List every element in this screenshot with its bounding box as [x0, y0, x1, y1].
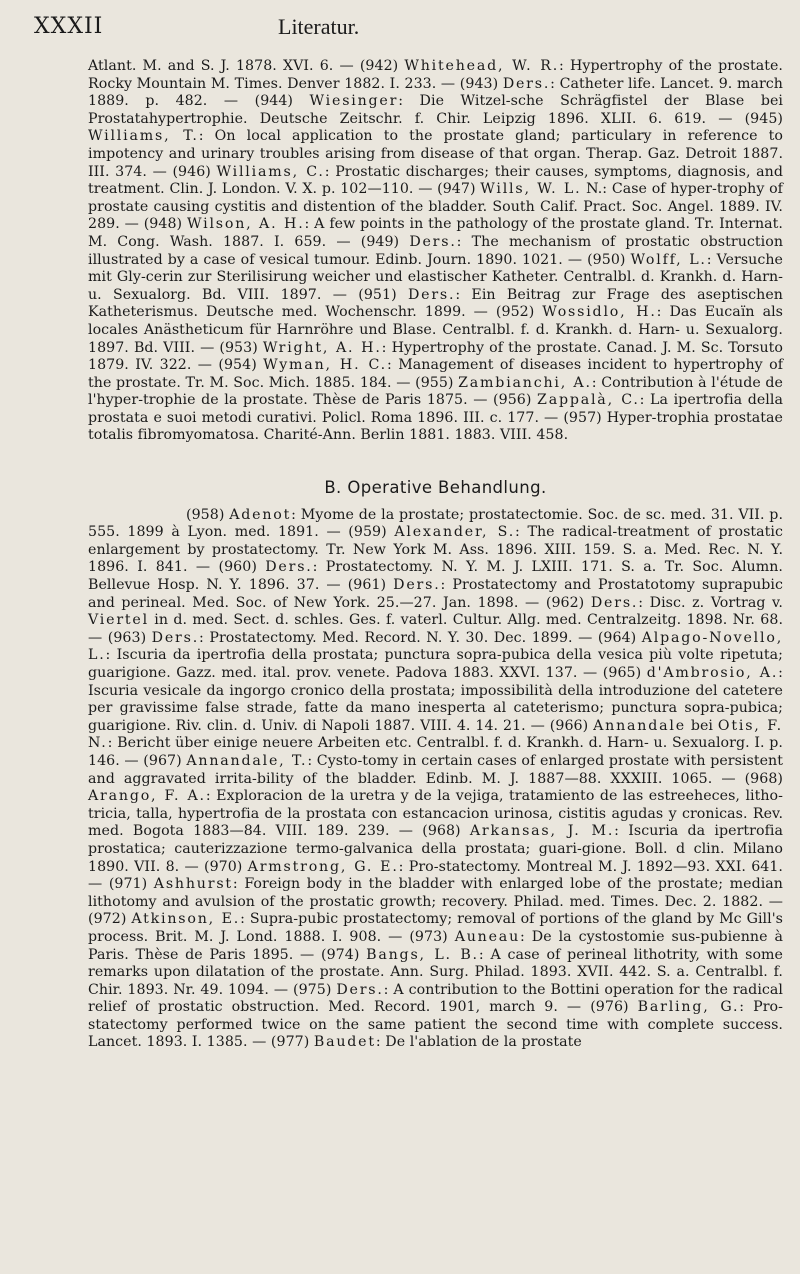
citation-text: : Prostatic discharges; their causes, symptoms, diagnosis, and treatment. Clin. J. London. V. X. p. 102—110. — (947): [88, 163, 783, 198]
citation-text: : Die Witzel-sche Schrägfistel der Blase bei Prostatahypertrophie. Deutsche Zeitschr. f. Chir. Leipzig 1896. XLII. 6. 619. — (945): [88, 93, 783, 127]
citation-text: : Exploracion de la uretra y de la vejiga, tratamiento de las estreeheces, litho-tricia, talla, hypertrofia de la prostata con estancacion urinosa, cistitis agudas y cronicas. Rev. med. Bogota 1883—84. VIII. 189. 239. — (968): [88, 788, 783, 840]
citation-text: : The radical-treatment of prostatic enlargement by prostatectomy. Tr. New York M. Ass. 1896. XIII. 159. S. a. Med. Rec. N. Y. 1896. I. 841. — (960): [88, 524, 784, 576]
author-name: Annandale: [593, 717, 686, 734]
citation-text: : The mechanism of prostatic obstruction illustrated by a case of vesical tumour. Edinb. Journ. 1890. 1021. — (950): [88, 233, 784, 268]
author-name: Wright, A. H.: [262, 339, 382, 356]
author-name: Ders.: [336, 981, 384, 998]
author-name: Wilson, A. H.: [186, 216, 305, 233]
author-name: Ders.: [407, 286, 456, 303]
citation-text: (958): [186, 506, 230, 523]
citation-text: : Supra-pubic prostatectomy; removal of portions of the gland by Mc Gill's process. Brit. M. J. Lond. 1888. I. 908. — (973): [88, 911, 783, 945]
citation-text: : Iscuria da ipertrofia prostatica; cauterizzazione termo-galvanica della prostata; guari-gione. Boll. d clin. Milano 1890. VII. 8. — (970): [88, 823, 783, 875]
citation-text: : A few points in the pathology of the prostate gland. Tr. Internat. M. Cong. Wash. 1887. I. 659. — (949): [88, 216, 783, 250]
author-name: Alpago-Novello, L.: [88, 629, 783, 664]
author-name: Bangs, L. B.: [366, 946, 479, 963]
author-name: Baudet: [313, 1034, 376, 1051]
citation-text: : Management of diseases incident to hypertrophy of the prostate. Tr. M. Soc. Mich. 1885. 184. — (955): [88, 357, 783, 391]
author-name: Atkinson, E.: [131, 911, 241, 928]
author-name: Wossidlo, H.: [542, 304, 657, 321]
author-name: Wolff, L.: [630, 251, 707, 268]
citation-text: : A case of perineal lithotrity, with some remarks upon dilatation of the prostate. Ann. Surg. Philad. 1893. XVII. 442. S. a. Centralbl. f. Chir. 1893. Nr. 49. 1094. — (975): [88, 946, 783, 998]
citation-text: : Prostatectomy. Med. Record. N. Y. 30. Dec. 1899. — (964): [199, 629, 642, 646]
running-title: Literatur.: [278, 14, 360, 39]
author-name: Wiesinger: [309, 93, 399, 110]
author-name: Ders.: [590, 594, 639, 611]
citation-text: : Catheter life. Lancet. 9. march 1889. p. 482. — (944): [88, 75, 783, 110]
author-name: Ashhurst: [153, 876, 233, 893]
citation-text: N.: Case of hyper-trophy of prostate causing cystitis and distention of the bladder. South Calif. Pract. Soc. Angel. 1889. IV. 289. — (948): [88, 181, 783, 233]
author-name: Otis, F. N.: [88, 717, 783, 752]
citation-text: : Bericht über einige neuere Arbeiten etc. Centralbl. f. d. Krankh. d. Harn- u. Sexualorg. I. p. 146. — (967): [88, 735, 783, 769]
author-name: Annandale, T.: [186, 752, 308, 769]
author-name: Viertel: [88, 612, 149, 629]
citation-text: : De la cystostomie sus-pubienne à Paris. Thèse de Paris 1895. — (974): [88, 928, 783, 963]
citation-text: : Foreign body in the bladder with enlarged lobe of the prostate; median lithotomy and avulsion of the prostatic growth; recovery. Philad. med. Times. Dec. 2. 1882. — (972): [88, 876, 783, 928]
citation-text: : Das Eucaïn als locales Anästheticum für Harnröhre und Blase. Centralbl. f. d. Krankh. d. Harn- u. Sexualorg. 1897. Bd. VIII. — (953): [88, 304, 783, 356]
citation-text: : Contribution à l'étude de l'hyper-trophie de la prostate. Thèse de Paris 1875. — (956): [88, 374, 784, 409]
citation-text: in d. med. Sect. d. schles. Ges. f. vaterl. Cultur. Allg. med. Centralzeitg. 1898. Nr. 68. — (963): [88, 612, 783, 646]
citation-text: : Hypertrophy of the prostate. Canad. J. M. Sc. Torsuto 1879. IV. 322. — (954): [88, 339, 783, 374]
author-name: Ders.: [151, 629, 200, 646]
citation-text: : Cysto-tomy in certain cases of enlarged prostate with persistent and aggravated irrita-bility of the bladder. Edinb. M. J. 1887—88. XXXIII. 1065. — (968): [88, 752, 783, 787]
author-name: Ders.: [393, 577, 441, 594]
author-name: Adenot: [229, 506, 292, 523]
section-title: B. Operative Behandlung.: [324, 478, 547, 498]
author-name: Arkansas, J. M.: [469, 823, 615, 840]
author-name: Williams, C.: [216, 163, 325, 180]
author-name: Zappalà, C.: [537, 392, 640, 409]
author-name: Zambianchi, A.: [458, 374, 592, 391]
author-name: d'Ambrosio, A.: [646, 665, 779, 681]
author-name: Williams, T.: [88, 128, 199, 145]
citation-text: : A contribution to the Bottini operation for the radical relief of prostatic obstruction. Med. Record. 1901, march 9. — (976): [88, 981, 783, 1016]
citation-text: : De l'ablation de la prostate: [375, 1034, 582, 1051]
citation-text: : La ipertrofia della prostata e suoi metodi curativi. Policl. Roma 1896. III. c. 177. — (957) Hyper-trophia prostatae totalis fibromyomatosa. Charité-Ann. Berlin 1881. 1883. VIII. 458.: [88, 392, 783, 444]
citation-text: : Iscuria vesicale da ingorgo cronico della prostata; impossibilità della introduzione del catetere per gravissime false strade, fatte da mano inesperta al cateterismo; punctura sopra-pubica; guarigione. Riv. clin. d. Univ. di Napoli 1887. VIII. 4. 14. 21. — (966): [88, 665, 784, 734]
citation-text: : Pro-statectomy. Montreal M. J. 1892—93. XXI. 641. — (971): [88, 858, 783, 893]
citation-text: : Prostatectomy. N. Y. M. J. LXIII. 171. S. a. Tr. Soc. Alumn. Bellevue Hosp. N. Y. 1896. 37. — (961): [88, 559, 783, 594]
author-name: Ders.: [265, 559, 313, 576]
author-name: Whitehead, W. R.: [404, 58, 560, 74]
citation-text: : Myome de la prostate; prostatectomie. Soc. de sc. med. 31. VII. p. 555. 1899 à Lyon. med. 1891. — (959): [88, 506, 783, 541]
citation-text: : Versuche mit Gly-cerin zur Sterilisirung weicher und elastischer Katheter. Centralbl. d. Krankh. d. Harn- u. Sexualorg. Bd. VIII. 1897. — (951): [88, 251, 783, 303]
bibliography-block-1: [88, 58, 783, 445]
body-text: [88, 58, 783, 1052]
page-header: [34, 12, 774, 42]
section-number: XXXII: [34, 14, 104, 39]
citation-text: : Iscuria da ipertrofia della prostata; punctura sopra-pubica della vesica più volte ripetuta; guarigione. Gazz. med. ital. prov. venete. Padova 1883. XXVI. 137. — (965): [88, 647, 783, 681]
citation-text: Atlant. M. and S. J. 1878. XVI. 6. — (942): [88, 58, 405, 74]
author-name: Barling, G.: [637, 999, 740, 1016]
author-name: Ders.: [409, 233, 457, 250]
citation-text: bei: [685, 717, 718, 734]
author-name: Ders.: [502, 75, 551, 92]
citation-text: : Pro-statectomy performed twice on the same patient the second time with complete success. Lancet. 1893. I. 1385. — (977): [88, 999, 783, 1051]
citation-text: : Hypertrophy of the prostate. Rocky Mountain M. Times. Denver 1882. I. 233. — (943): [88, 58, 783, 92]
author-name: Wills, W. L.: [480, 181, 582, 198]
author-name: Alexander, S.: [394, 524, 516, 541]
citation-text: : Ein Beitrag zur Frage des aseptischen Katheterismus. Deutsche med. Wochenschr. 1899. — (952): [88, 286, 783, 321]
bibliography-block-2: [88, 507, 783, 1052]
author-name: Armstrong, G. E.: [247, 858, 399, 875]
author-name: Auneau: [454, 928, 520, 945]
citation-text: : Disc. z. Vortrag v.: [638, 594, 783, 611]
citation-text: : On local application to the prostate gland; particulary in reference to impotency and urinary troubles arising from disease of that organ. Therap. Gaz. Detroit 1887. III. 374. — (946): [88, 128, 783, 180]
citation-text: : Prostatectomy and Prostatotomy suprapubic and perineal. Med. Soc. of New York. 25.—27. Jan. 1898. — (962): [88, 577, 783, 611]
author-name: Wyman, H. C.: [263, 357, 387, 374]
author-name: Arango, F. A.: [88, 788, 206, 805]
